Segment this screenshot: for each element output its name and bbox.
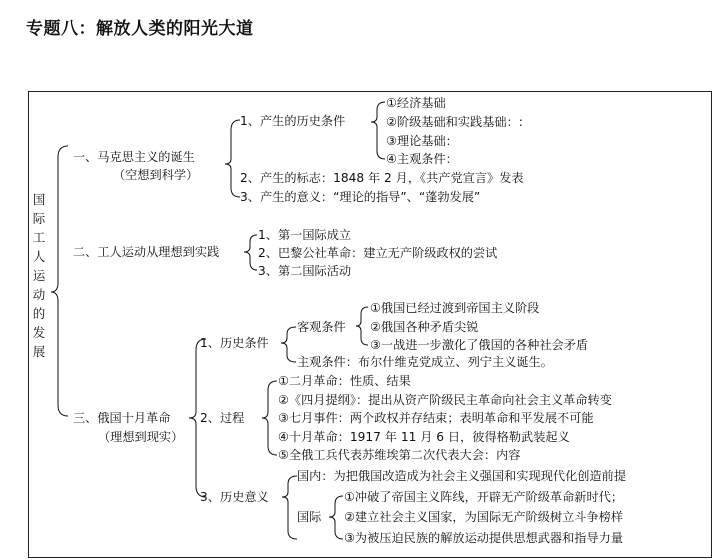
- international-item: ③为被压迫民族的解放运动提供思想武器和指导力量: [344, 531, 624, 545]
- s1-condition-item: ②阶级基础和实践基础：:: [386, 115, 523, 129]
- s3-significance-label: 3、历史意义: [200, 490, 269, 504]
- objective-item: ①俄国已经过渡到帝国主义阶段: [370, 301, 540, 315]
- root-char: 工: [32, 230, 46, 245]
- international-label: 国际: [297, 510, 322, 524]
- root-char: 运: [32, 268, 46, 283]
- section2-brace: [244, 235, 257, 270]
- section1-brace: [225, 120, 240, 197]
- root-char: 国: [32, 192, 46, 207]
- s2-item: 3、第二国际活动: [258, 264, 352, 278]
- s1-conditions-brace: [371, 102, 385, 159]
- page-title: 专题八：解放人类的阳光大道: [26, 19, 254, 39]
- international-item: ②建立社会主义国家，为国际无产阶级树立斗争榜样: [344, 510, 624, 524]
- root-char: 发: [32, 325, 46, 340]
- s1-sign: 2、产生的标志：1848 年 2 月，《共产党宣言》发表: [240, 171, 524, 185]
- s1-condition-item: ①经济基础: [386, 96, 446, 110]
- process-brace: [262, 381, 277, 455]
- s2-item: 2、巴黎公社革命：建立无产阶级政权的尝试: [258, 246, 498, 260]
- international-item: ①冲破了帝国主义阵线，开辟无产阶级革命新时代；: [344, 490, 624, 504]
- s3-conditions-brace: [281, 327, 296, 362]
- significance-brace: [282, 476, 297, 539]
- s3-conditions-label: 1、历史条件: [200, 336, 269, 350]
- international-brace: [329, 496, 343, 539]
- subjective-condition: 主观条件：布尔什维克党成立、列宁主义诞生。: [297, 355, 553, 369]
- s1-condition-item: ③理论基础：: [386, 134, 458, 148]
- s1-significance: 3、产生的意义：“理论的指导”、“蓬勃发展”: [240, 190, 481, 204]
- root-char: 际: [32, 211, 46, 226]
- section2-label: 二、工人运动从理想到实践: [73, 245, 220, 259]
- objective-brace: [356, 307, 368, 345]
- objective-item: ②俄国各种矛盾尖锐: [370, 320, 479, 334]
- section3-label: 三、俄国十月革命: [73, 411, 171, 425]
- section3-sub: （理想到现实）: [98, 430, 184, 444]
- root-brace: [51, 146, 68, 416]
- process-item: ⑤全俄工兵代表苏维埃第二次代表大会：内容: [278, 448, 521, 462]
- process-item: ③七月事件：两个政权并存结束；表明革命和平发展不可能: [278, 411, 594, 425]
- section1-label: 一、马克思主义的诞生: [73, 150, 195, 164]
- root-char: 展: [32, 344, 46, 359]
- objective-item: ③一战进一步激化了俄国的各种社会矛盾: [370, 338, 589, 352]
- process-item: ④十月革命：1917 年 11 月 6 日，彼得格勒武装起义: [278, 430, 570, 444]
- root-char: 的: [32, 306, 46, 321]
- objective-label: 客观条件: [297, 320, 346, 334]
- s1-condition-item: ④主观条件：: [386, 152, 458, 166]
- section1-sub: （空想到科学）: [113, 168, 199, 182]
- s3-process-label: 2、过程: [200, 411, 245, 425]
- root-char: 人: [32, 249, 46, 264]
- process-item: ②《四月提纲》：提出从资产阶级民主革命向社会主义革命转变: [278, 393, 612, 407]
- root-char: 动: [32, 287, 46, 302]
- s1-conditions-label: 1、产生的历史条件: [240, 114, 346, 128]
- process-item: ①二月革命：性质、结果: [278, 374, 411, 388]
- significance-domestic: 国内：为把俄国改造成为社会主义强国和实现现代化创造前提: [297, 469, 627, 483]
- s2-item: 1、第一国际成立: [258, 228, 352, 242]
